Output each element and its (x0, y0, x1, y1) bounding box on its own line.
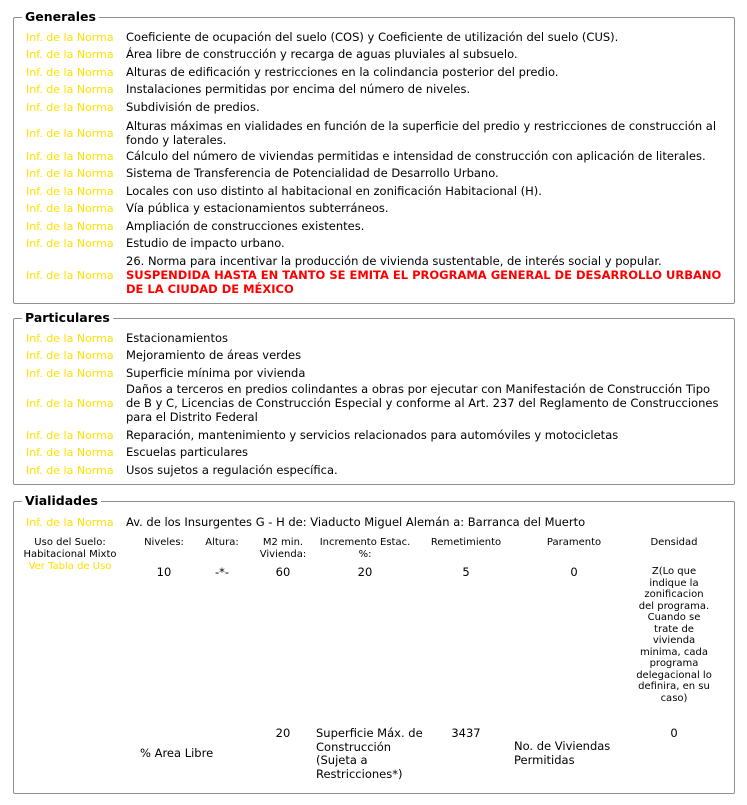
norma-link[interactable]: Inf. de la Norma (26, 184, 114, 198)
superficie-label: Superficie Máx. de Construcción (Sujeta a Restricciones*) (316, 726, 423, 781)
norma-link[interactable]: Inf. de la Norma (26, 149, 114, 163)
particulares-legend: Particulares (22, 310, 113, 326)
niveles-value: 10 (156, 565, 172, 579)
norma-link[interactable]: Inf. de la Norma (26, 219, 114, 233)
list-item (26, 82, 726, 96)
norma-link[interactable]: Inf. de la Norma (26, 236, 114, 250)
norma-26-text: 26. Norma para incentivar la producción de vivienda sustentable, de interés social y popular. (126, 254, 662, 268)
norma-link[interactable]: Inf. de la Norma (26, 268, 114, 282)
list-item (26, 463, 726, 477)
norma-link[interactable]: Inf. de la Norma (26, 100, 114, 114)
incremento-header: Incremento Estac. %: (319, 537, 411, 560)
num-viviendas-label: No. de Viviendas Permitidas (514, 739, 611, 767)
list-item (26, 166, 726, 180)
densidad-header: Densidad (650, 537, 698, 548)
norma-text: Subdivisión de predios. (126, 100, 260, 114)
norma-text: Estacionamientos (126, 331, 229, 345)
list-item (26, 445, 726, 459)
list-item (26, 331, 726, 345)
norma-text: Superficie mínima por vivienda (126, 366, 306, 380)
suspended-notice: SUSPENDIDA HASTA EN TANTO SE EMITA EL PROGRAMA GENERAL DE DESARROLLO URBANO DE LA CIUDAD DE MÉXICO (126, 268, 722, 296)
norma-link[interactable]: Inf. de la Norma (26, 30, 114, 44)
norma-text: Coeficiente de ocupación del suelo (COS) y Coeficiente de utilización del suelo (CUS). (126, 30, 619, 44)
list-item (26, 119, 726, 147)
norma-text: Cálculo del número de viviendas permitidas e intensidad de construcción con aplicación de literales. (126, 149, 706, 163)
list-item (26, 201, 726, 215)
norma-link[interactable]: Inf. de la Norma (26, 47, 114, 61)
area-libre-value: 20 (275, 726, 291, 740)
norma-link[interactable]: Inf. de la Norma (26, 396, 114, 410)
street-name: Av. de los Insurgentes G - H de: Viaducto Miguel Alemán a: Barranca del Muerto (126, 515, 586, 529)
norma-text: Área libre de construcción y recarga de aguas pluviales al subsuelo. (126, 47, 518, 61)
vialidades-legend: Vialidades (22, 493, 101, 509)
area-libre-label: % Area Libre (140, 746, 214, 760)
norma-link[interactable]: Inf. de la Norma (26, 428, 114, 442)
paramento-value: 0 (570, 565, 578, 579)
list-item (26, 47, 726, 61)
norma-link[interactable]: Inf. de la Norma (26, 166, 114, 180)
norma-link[interactable]: Inf. de la Norma (26, 366, 114, 380)
uso-suelo-header: Uso del Suelo: Habitacional Mixto (23, 537, 117, 560)
list-item (26, 184, 726, 198)
norma-text: Estudio de impacto urbano. (126, 236, 285, 250)
list-item (26, 254, 726, 296)
norma-link[interactable]: Inf. de la Norma (26, 463, 114, 477)
norma-text: Instalaciones permitidas por encima del número de niveles. (126, 82, 471, 96)
norma-text: Escuelas particulares (126, 445, 249, 459)
norma-text: Alturas de edificación y restricciones en la colindancia posterior del predio. (126, 65, 559, 79)
norma-text: Sistema de Transferencia de Potencialidad de Desarrollo Urbano. (126, 166, 499, 180)
norma-link[interactable]: Inf. de la Norma (26, 445, 114, 459)
norma-text: Usos sujetos a regulación específica. (126, 463, 338, 477)
norma-text: Alturas máximas en vialidades en función de la superficie del predio y restricciones de construcción al fondo y laterales. (126, 119, 717, 147)
list-item (26, 149, 726, 163)
norma-link[interactable]: Inf. de la Norma (26, 126, 114, 140)
norma-text: Ampliación de construcciones existentes. (126, 219, 365, 233)
norma-text: Vía pública y estacionamientos subterráneos. (126, 201, 389, 215)
densidad-value: Z(Lo que indique la zonificacion del programa. Cuando se trate de vivienda minima, cada programa delegacional lo definira, en su caso) (636, 566, 712, 704)
list-item (26, 65, 726, 79)
list-item (26, 30, 726, 44)
norma-text: Mejoramiento de áreas verdes (126, 348, 302, 362)
list-item (26, 366, 726, 380)
list-item (26, 100, 726, 114)
altura-header: Altura: (205, 537, 239, 548)
superficie-value: 3437 (451, 726, 481, 740)
m2-min-header: M2 min. Vivienda: (259, 537, 307, 560)
norma-link[interactable]: Inf. de la Norma (26, 331, 114, 345)
list-item (26, 219, 726, 233)
list-item (26, 428, 726, 442)
norma-link[interactable]: Inf. de la Norma (26, 348, 114, 362)
norma-text: Locales con uso distinto al habitacional en zonificación Habitacional (H). (126, 184, 542, 198)
ver-tabla-link[interactable]: Ver Tabla de Uso (28, 561, 112, 572)
norma-link[interactable]: Inf. de la Norma (26, 201, 114, 215)
remetimiento-value: 5 (462, 565, 470, 579)
list-item (26, 236, 726, 250)
altura-value: -*- (214, 565, 230, 579)
generales-section (13, 9, 735, 304)
vialidades-section (13, 493, 735, 794)
incremento-value: 20 (357, 565, 373, 579)
m2-min-value: 60 (275, 565, 291, 579)
norma-link[interactable]: Inf. de la Norma (26, 515, 114, 529)
norma-text: Daños a terceros en predios colindantes a obras por ejecutar con Manifestación de Construcción Tipo de B y C, Licencias de Construcción Especial y conforme al Art. 237 del Reglamento de Construcciones para el Distrito Federal (126, 382, 719, 424)
norma-text: Reparación, mantenimiento y servicios relacionados para automóviles y motocicletas (126, 428, 619, 442)
list-item (26, 348, 726, 362)
remetimiento-header: Remetimiento (430, 537, 502, 548)
norma-text (126, 254, 726, 296)
paramento-header: Paramento (546, 537, 602, 548)
num-viviendas-value: 0 (670, 726, 678, 740)
list-item (26, 382, 726, 424)
generales-legend: Generales (22, 9, 99, 25)
niveles-header: Niveles: (144, 537, 184, 548)
norma-link[interactable]: Inf. de la Norma (26, 65, 114, 79)
norma-link[interactable]: Inf. de la Norma (26, 82, 114, 96)
particulares-section (13, 310, 735, 485)
street-row (26, 515, 726, 529)
